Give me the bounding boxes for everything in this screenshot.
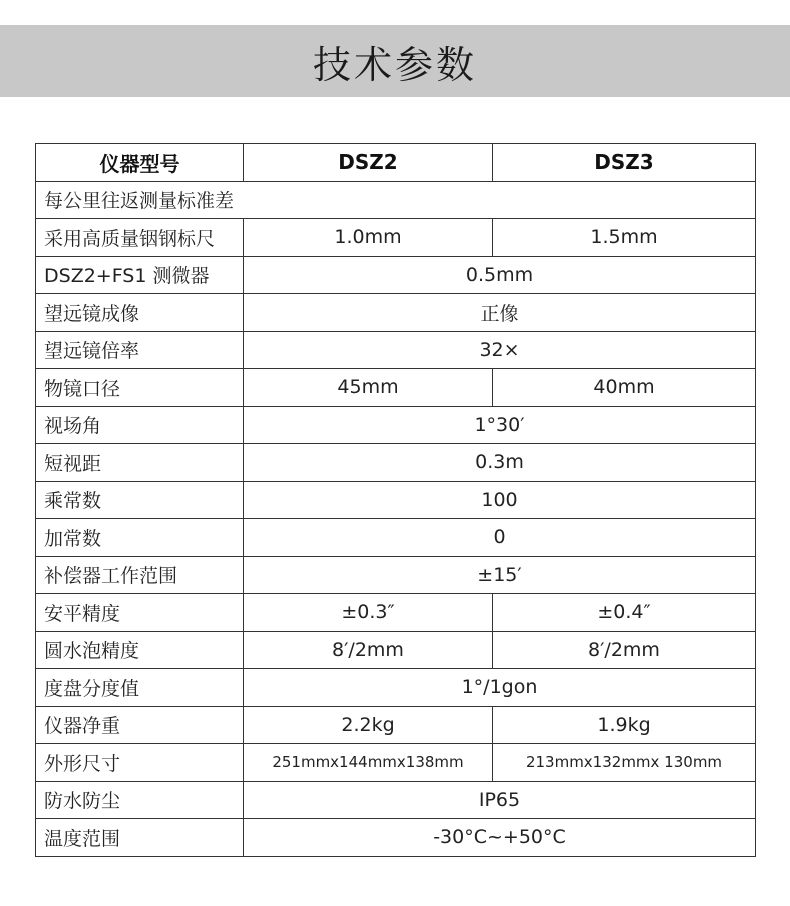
- table-row: [36, 631, 756, 669]
- table-row: [36, 369, 756, 407]
- row-value-dsz2: 45mm: [244, 369, 493, 407]
- row-value-dsz2: ±0.3″: [244, 594, 493, 632]
- header-model-dsz2: DSZ2: [244, 144, 493, 182]
- row-label: 视场角: [36, 406, 244, 444]
- row-value-dsz2: 8′/2mm: [244, 631, 493, 669]
- row-value-dsz3: 1.5mm: [493, 219, 756, 257]
- title-banner: [0, 25, 790, 97]
- row-label: 乘常数: [36, 481, 244, 519]
- row-value: 1°30′: [244, 406, 756, 444]
- row-value: -30°C~+50°C: [244, 819, 756, 857]
- table-row: [36, 444, 756, 482]
- table-row: [36, 819, 756, 857]
- table-row: [36, 669, 756, 707]
- row-label: 望远镜倍率: [36, 331, 244, 369]
- table-row: [36, 744, 756, 782]
- table-row: [36, 519, 756, 557]
- table-row: [36, 256, 756, 294]
- table-row: [36, 781, 756, 819]
- row-value: 0.5mm: [244, 256, 756, 294]
- table-row: [36, 556, 756, 594]
- row-value: 1°/1gon: [244, 669, 756, 707]
- row-value: 正像: [244, 294, 756, 332]
- row-label: 仪器净重: [36, 706, 244, 744]
- row-value-dsz3: 8′/2mm: [493, 631, 756, 669]
- row-value-dsz3: 40mm: [493, 369, 756, 407]
- header-label: 仪器型号: [36, 144, 244, 182]
- page-title: 技术参数: [312, 42, 477, 87]
- row-label: 温度范围: [36, 819, 244, 857]
- spec-table: [35, 143, 756, 857]
- row-label: 圆水泡精度: [36, 631, 244, 669]
- table-row: [36, 406, 756, 444]
- row-value-dsz3: 213mmx132mmx 130mm: [493, 744, 756, 782]
- section-row: [36, 181, 756, 219]
- row-value: IP65: [244, 781, 756, 819]
- row-value-dsz2: 1.0mm: [244, 219, 493, 257]
- row-label: 物镜口径: [36, 369, 244, 407]
- row-value-dsz3: 1.9kg: [493, 706, 756, 744]
- table-row: [36, 219, 756, 257]
- table-header-row: [36, 144, 756, 182]
- table-row: [36, 294, 756, 332]
- row-value: 100: [244, 481, 756, 519]
- row-value: 32×: [244, 331, 756, 369]
- row-value-dsz2: 251mmx144mmx138mm: [244, 744, 493, 782]
- table-row: [36, 331, 756, 369]
- row-label: 度盘分度值: [36, 669, 244, 707]
- row-value: 0: [244, 519, 756, 557]
- row-label: 加常数: [36, 519, 244, 557]
- row-label: 安平精度: [36, 594, 244, 632]
- header-model-dsz3: DSZ3: [493, 144, 756, 182]
- row-label: 补偿器工作范围: [36, 556, 244, 594]
- row-label: 采用高质量铟钢标尺: [36, 219, 244, 257]
- row-value: 0.3m: [244, 444, 756, 482]
- row-value: ±15′: [244, 556, 756, 594]
- table-row: [36, 706, 756, 744]
- section-label: 每公里往返测量标准差: [36, 181, 756, 219]
- table-row: [36, 594, 756, 632]
- row-label: 短视距: [36, 444, 244, 482]
- row-label: 外形尺寸: [36, 744, 244, 782]
- row-label: 望远镜成像: [36, 294, 244, 332]
- row-value-dsz2: 2.2kg: [244, 706, 493, 744]
- table-row: [36, 481, 756, 519]
- row-label: 防水防尘: [36, 781, 244, 819]
- row-label: DSZ2+FS1 测微器: [36, 256, 244, 294]
- row-value-dsz3: ±0.4″: [493, 594, 756, 632]
